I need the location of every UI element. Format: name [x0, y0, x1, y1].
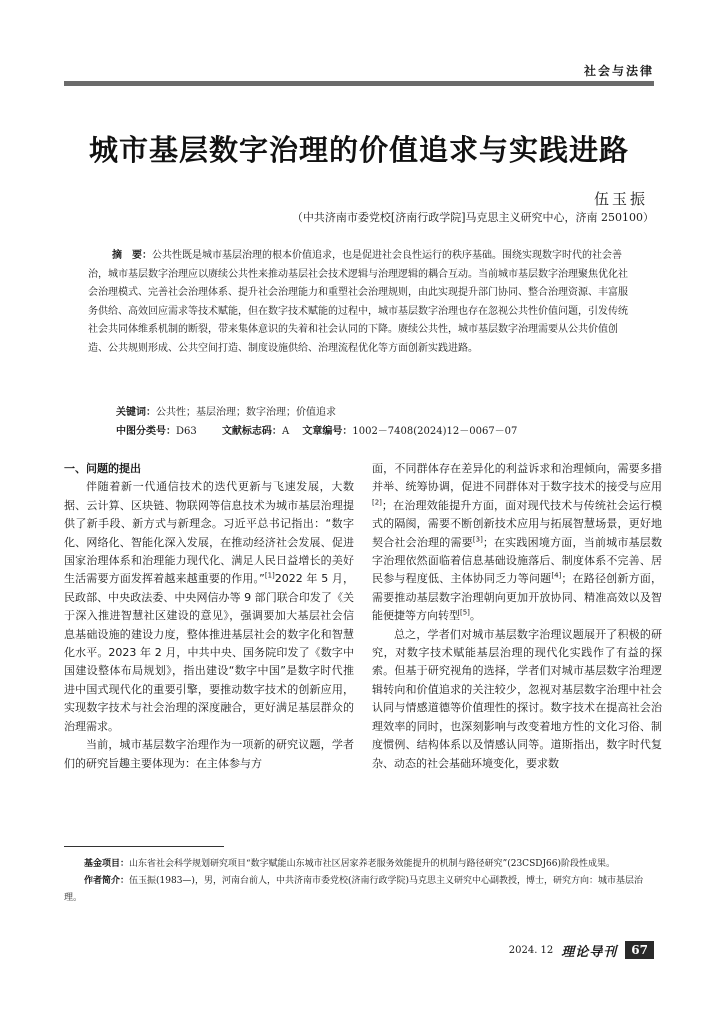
- section-tag: 社会与法律: [583, 64, 654, 78]
- clc-value: D63: [176, 426, 197, 437]
- author-affiliation: （中共济南市委党校[济南行政学院]马克思主义研究中心，济南 250100）: [291, 211, 654, 224]
- article-no-label: 文章编号：: [302, 426, 353, 437]
- doc-code-label: 文献标志码：: [221, 426, 282, 437]
- body-paragraph: 当前，城市基层数字治理作为一项新的研究议题，学者们的研究旨趣主要体现为：在主体参与方: [64, 738, 354, 770]
- footnote-rule: [64, 846, 224, 847]
- doc-code-value: A: [281, 426, 290, 437]
- citation: [1]: [264, 571, 275, 580]
- author-name: 伍玉振: [593, 190, 648, 208]
- citation: [5]: [460, 608, 470, 617]
- fund-label: 基金项目：: [84, 859, 130, 869]
- body-column-right: [372, 460, 662, 773]
- citation: [4]: [551, 571, 562, 580]
- article-no-value: 1002－7408(2024)12－0067－07: [352, 426, 518, 437]
- page-number: 67: [625, 941, 654, 959]
- body-paragraph: 总之，学者们对城市基层数字治理议题展开了积极的研究，对数字技术赋能基层治理的现代化实践作了有益的探索。但基于研究视角的选择，学者们对城市基层数字治理逻辑转向和价值追求的关注较少，忽视对基层数字治理中社会认同与情感道德等价值理性的探讨。数字技术在提高社会治理效率的同时，也深刻影响与改变着地方性的文化习俗、制度惯例、结构体系以及情感认同等。道斯指出，数字时代复杂、动态的社会基础环境变化，要求数: [372, 627, 662, 770]
- clc-label: 中图分类号：: [116, 426, 176, 437]
- citation: [3]: [472, 534, 483, 543]
- keywords-text: 公共性；基层治理；数字治理；价值追求: [156, 407, 336, 418]
- classification-line: [116, 422, 517, 437]
- section-heading: 一、问题的提出: [64, 462, 141, 475]
- fund-note: 基金项目：山东省社会科学规划研究项目“数字赋能山东城市社区居家养老服务效能提升的机制与路径研究”(23CSDJ66)阶段性成果。: [84, 859, 616, 869]
- abstract: [88, 247, 630, 358]
- abstract-label: 摘 要：: [112, 250, 152, 261]
- citation: [2]: [372, 498, 382, 507]
- author-bio-label: 作者简介：: [84, 876, 130, 886]
- body-column-left: [64, 460, 354, 773]
- keywords-label: 关键词：: [116, 407, 156, 418]
- abstract-text: 公共性既是城市基层治理的根本价值追求，也是促进社会良性运行的秩序基础。围绕实现数字时代的社会善治，城市基层数字治理应以赓续公共性来推动基层社会技术逻辑与治理逻辑的耦合互动。当前城市基层数字治理聚焦优化社会治理模式、完善社会治理体系、提升社会治理能力和重塑社会治理规则，由此实现提升部门协同、整合治理资源、丰富服务供给、高效回应需求等技术赋能，但在数字技术赋能的过程中，城市基层数字治理也存在忽视公共性价值问题，引发传统社会共同体维系机制的断裂，带来集体意识的失着和社会认同的下降。赓续公共性，城市基层数字治理需要从公共价值创造、公共规则形成、公共空间打造、制度设施供给、治理流程优化等方面创新实践进路。: [88, 250, 628, 354]
- body-paragraph: 伴随着新一代通信技术的迭代更新与飞速发展，大数据、云计算、区块链、物联网等信息技术为城市基层治理提供了新手段、新方式与新理念。习近平总书记指出：“数字化、网络化、智能化深入发展，在推动经济社会发展、促进国家治理体系和治理能力现代化、满足人民日益增长的美好生活需要方面发挥着越来越重要的作用。”[1]2022 年 5 月，民政部、中央政法委、中央网信办等 9 部门联合印发了《关于深入推进智慧社区建设的意见》，强调要加大基层社会信息基础设施的建设力度，整体推进基层社会的数字化和智慧化水平。2023 年 2 月，中共中央、国务院印发了《数字中国建设整体布局规划》，指出建设“数字中国”是数字时代推进中国式现代化的重要引擎，要推动数字技术的创新应用，实现数字技术与社会治理的深度融合，更好满足基层群众的治理需求。: [64, 480, 355, 733]
- article-title: 城市基层数字治理的价值追求与实践进路: [88, 133, 629, 167]
- top-rule: [64, 81, 654, 86]
- footnotes: [64, 856, 654, 907]
- author-note: 作者简介：伍玉振(1983—)，男，河南台前人，中共济南市委党校(济南行政学院)马克思主义研究中心副教授，博士，研究方向：城市基层治理。: [64, 876, 643, 903]
- body-paragraph: 面，不同群体存在差异化的利益诉求和治理倾向，需要多措并举、统筹协调，促进不同群体对于数字技术的接受与应用[2]；在治理效能提升方面，面对现代技术与传统社会运行模式的隔阂，需要不断创新技术应用与拓展智慧场景，更好地契合社会治理的需要[3]；在实践困境方面，当前城市基层数字治理依然面临着信息基础设施落后、制度体系不完善、居民参与程度低、主体协同乏力等问题[4]；在路径创新方面，需要推动基层数字治理朝向更加开放协同、精准高效以及智能便捷等方向转型[5]。: [372, 462, 663, 623]
- page-footer: [509, 940, 654, 960]
- issue-date: 2024. 12: [508, 944, 554, 956]
- journal-name: 理论导刊: [561, 944, 618, 960]
- keywords: [116, 403, 336, 418]
